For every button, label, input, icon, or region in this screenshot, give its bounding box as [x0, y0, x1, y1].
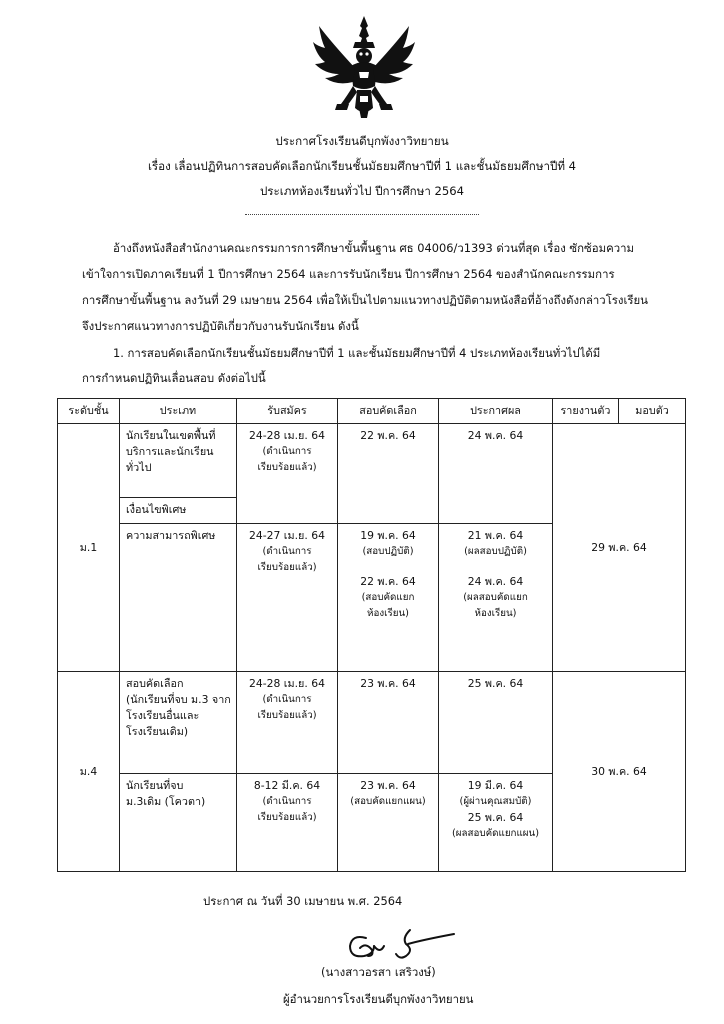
result-cell: 19 มี.ค. 64 (ผู้ผ่านคุณสมบัติ) 25 พ.ค. 64 (ผลสอบคัดแยกแผน): [439, 774, 553, 872]
level-m4: ม.4: [58, 672, 120, 872]
exam-cell: 19 พ.ค. 64 (สอบปฏิบัติ) 22 พ.ค. 64 (สอบคัดแยก ห้องเรียน): [338, 524, 439, 672]
apply-cell: 24-28 เม.ย. 64 (ดำเนินการ เรียบร้อยแล้ว): [237, 672, 338, 774]
column-header-apply: รับสมัคร: [237, 399, 338, 424]
result-cell: 21 พ.ค. 64 (ผลสอบปฏิบัติ) 24 พ.ค. 64 (ผลสอบคัดแยก ห้องเรียน): [439, 524, 553, 672]
result-cell: 25 พ.ค. 64: [439, 672, 553, 774]
result-cell: 24 พ.ค. 64: [439, 424, 553, 524]
signer-name: (นางสาวอรสา เสริวงษ์): [321, 965, 436, 979]
paragraph-line: เข้าใจการเปิดภาคเรียนที่ 1 ปีการศึกษา 2564 และการรับนักเรียน ปีการศึกษา 2564 ของสำนักคณะกรรมการ: [82, 267, 615, 281]
paragraph-line: 1. การสอบคัดเลือกนักเรียนชั้นมัธยมศึกษาปีที่ 1 และชั้นมัธยมศึกษาปีที่ 4 ประเภทห้องเรียนทั่วไปได้มี: [113, 346, 601, 360]
type-cell: ความสามารถพิเศษ: [120, 524, 237, 672]
type-cell: สอบคัดเลือก (นักเรียนที่จบ ม.3 จาก โรงเรียนอื่นและ โรงเรียนเดิม): [120, 672, 237, 774]
announcement-heading: ประกาศโรงเรียนดีบุกพังงาวิทยายน: [275, 134, 449, 148]
subject-subline: ประเภทห้องเรียนทั่วไป ปีการศึกษา 2564: [259, 184, 465, 198]
column-header-level: ระดับชั้น: [58, 399, 120, 424]
type-cell: นักเรียนในเขตพื้นที่ บริการและนักเรียน ทั่วไป: [120, 424, 237, 498]
column-header-exam: สอบคัดเลือก: [338, 399, 439, 424]
schedule-table: [57, 398, 686, 872]
column-header-report: รายงานตัว: [553, 399, 619, 424]
apply-cell: 8-12 มี.ค. 64 (ดำเนินการ เรียบร้อยแล้ว): [237, 774, 338, 872]
subject-line: เรื่อง เลื่อนปฏิทินการสอบคัดเลือกนักเรียนชั้นมัธยมศึกษาปีที่ 1 และชั้นมัธยมศึกษาปีที่ 4: [147, 159, 577, 173]
table-row: [58, 672, 686, 774]
paragraph-line: การกำหนดปฏิทินเลื่อนสอบ ดังต่อไปนี้: [82, 371, 266, 385]
level-m1: ม.1: [58, 424, 120, 672]
apply-cell: 24-27 เม.ย. 64 (ดำเนินการ เรียบร้อยแล้ว): [237, 524, 338, 672]
column-header-type: ประเภท: [120, 399, 237, 424]
report-date-m4: 30 พ.ค. 64: [553, 672, 686, 872]
announce-date: ประกาศ ณ วันที่ 30 เมษายน พ.ศ. 2564: [203, 894, 403, 908]
garuda-emblem-icon: [311, 12, 417, 120]
paragraph-line: การศึกษาขั้นพื้นฐาน ลงวันที่ 29 เมษายน 2564 เพื่อให้เป็นไปตามแนวทางปฏิบัติตามหนังสือที่อ้างถึงดังกล่าวโรงเรียน: [82, 293, 648, 307]
report-date-m1: 29 พ.ค. 64: [553, 424, 686, 672]
signer-title: ผู้อำนวยการโรงเรียนดีบุกพังงาวิทยายน: [283, 992, 474, 1006]
table-header-row: [58, 399, 686, 424]
column-header-result: ประกาศผล: [439, 399, 553, 424]
apply-cell: 24-28 เม.ย. 64 (ดำเนินการ เรียบร้อยแล้ว): [237, 424, 338, 524]
type-cell: นักเรียนที่จบ ม.3เดิม (โควตา): [120, 774, 237, 872]
exam-cell: 23 พ.ค. 64: [338, 672, 439, 774]
exam-cell: 23 พ.ค. 64 (สอบคัดแยกแผน): [338, 774, 439, 872]
signature-icon: [344, 924, 464, 964]
paragraph-line: อ้างถึงหนังสือสำนักงานคณะกรรมการการศึกษาขั้นพื้นฐาน ศธ 04006/ว1393 ด่วนที่สุด เรื่อง ซักซ้อมความ: [113, 241, 635, 255]
dotted-separator: [245, 214, 479, 215]
exam-cell: 22 พ.ค. 64: [338, 424, 439, 524]
type-cell: เงื่อนไขพิเศษ: [120, 498, 237, 524]
table-row: [58, 424, 686, 498]
paragraph-line: จึงประกาศแนวทางการปฏิบัติเกี่ยวกับงานรับนักเรียน ดังนี้: [82, 319, 359, 333]
column-header-handover: มอบตัว: [619, 399, 686, 424]
